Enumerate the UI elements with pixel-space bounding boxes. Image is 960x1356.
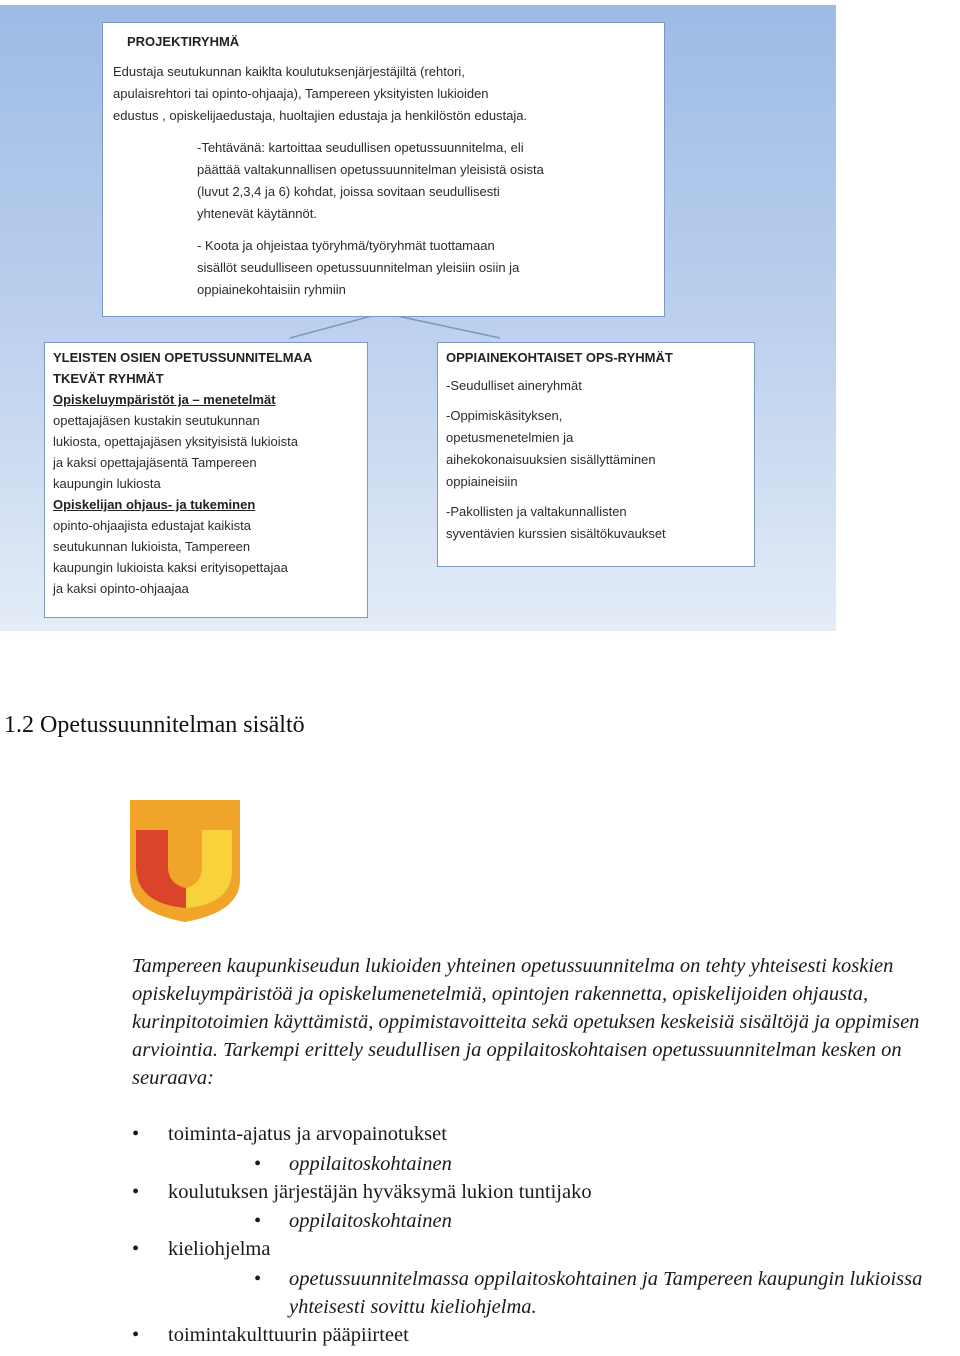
list-item: • koulutuksen järjestäjän hyväksymä lukion tuntijako bbox=[132, 1178, 958, 1208]
general-sections-title: YLEISTEN OSIEN OPETUSSUNNITELMAA TKEVÄT RYHMÄT bbox=[53, 350, 313, 386]
list-subitem: • oppilaitoskohtainen bbox=[132, 1207, 958, 1235]
project-group-intro: Edustaja seutukunnan kaiklta koulutuksenjärjestäjiltä (rehtori, apulaisrehtori tai opinto-ohjaaja), Tampereen yksityisten lukioiden edustus , opiskelijaedustaja, huoltajien edustaja ja henkilöstön edustaja. bbox=[113, 64, 528, 123]
subject-groups-box bbox=[437, 342, 755, 567]
list-item: • toiminta-ajatus ja arvopainotukset bbox=[132, 1120, 958, 1150]
project-group-task-2: - Koota ja ohjeistaa työryhmä/työryhmät tuottamaan sisällöt seudulliseen opetussuunnitelman yleisiin osiin ja oppiainekohtaisiin ryhmiin bbox=[197, 238, 520, 297]
subject-groups-item-3: -Pakollisten ja valtakunnallisten syventävien kurssien sisältökuvaukset bbox=[446, 504, 666, 541]
list-item: • toimintakulttuurin pääpiirteet bbox=[132, 1321, 958, 1351]
subject-groups-item-2: -Oppimiskäsityksen, opetusmenetelmien ja aihekokonaisuuksien sisällyttäminen oppiaineisiin bbox=[446, 408, 656, 489]
general-sections-subtitle-2: Opiskelijan ohjaus- ja tukeminen bbox=[53, 497, 256, 512]
subject-groups-item-1: -Seudulliset aineryhmät bbox=[446, 378, 582, 393]
content-list bbox=[132, 1120, 958, 1350]
general-sections-text-2: opinto-ohjaajista edustajat kaikista seutukunnan lukioista, Tampereen kaupungin lukioista kaksi erityisopettajaa ja kaksi opinto-ohjaajaa bbox=[53, 518, 288, 596]
intro-paragraph: Tampereen kaupunkiseudun lukioiden yhteinen opetussuunnitelma on tehty yhteisesti koskien opiskeluympäristöä ja opiskelumenetelmiä, opintojen rakennetta, opiskelijoiden ohjausta, kurinpitotoimien käyttämistä, oppimistavoitteita sekä opetuksen keskeisiä sisältöjä ja oppimisen arviointia. Tarkempi erittely seudullisen ja oppilaitoskohtaisen opetussuunnitelman kesken on seuraava: bbox=[132, 955, 920, 1089]
general-sections-text-1: opettajajäsen kustakin seutukunnan lukiosta, opettajajäsen yksityisistä lukioista ja kaksi opettajajäsentä Tampereen kaupungin lukiosta bbox=[53, 413, 298, 491]
list-subitem: • oppilaitoskohtainen bbox=[132, 1150, 958, 1178]
shield-logo-icon bbox=[130, 800, 240, 922]
general-sections-subtitle-1: Opiskeluympäristöt ja – menetelmät bbox=[53, 392, 276, 407]
project-group-task-1: -Tehtävänä: kartoittaa seudullisen opetussuunnitelma, eli päättää valtakunnallisen opetussuunnitelman yleisistä osista (luvut 2,3,4 ja 6) kohdat, joissa sovitaan seudullisesti yhtenevät käytännöt. bbox=[197, 140, 544, 221]
subject-groups-title: OPPIAINEKOHTAISET OPS-RYHMÄT bbox=[446, 350, 673, 365]
list-item: • kieliohjelma bbox=[132, 1235, 958, 1265]
project-group-title: PROJEKTIRYHMÄ bbox=[127, 34, 240, 49]
section-title: 1.2 Opetussuunnitelman sisältö bbox=[4, 712, 305, 738]
general-sections-box bbox=[44, 342, 368, 618]
project-group-box bbox=[102, 22, 665, 317]
list-subitem: • opetussuunnitelmassa oppilaitoskohtainen ja Tampereen kaupungin lukioissa yhteisesti sovittu kieliohjelma. bbox=[132, 1265, 958, 1321]
organization-diagram bbox=[0, 5, 836, 631]
